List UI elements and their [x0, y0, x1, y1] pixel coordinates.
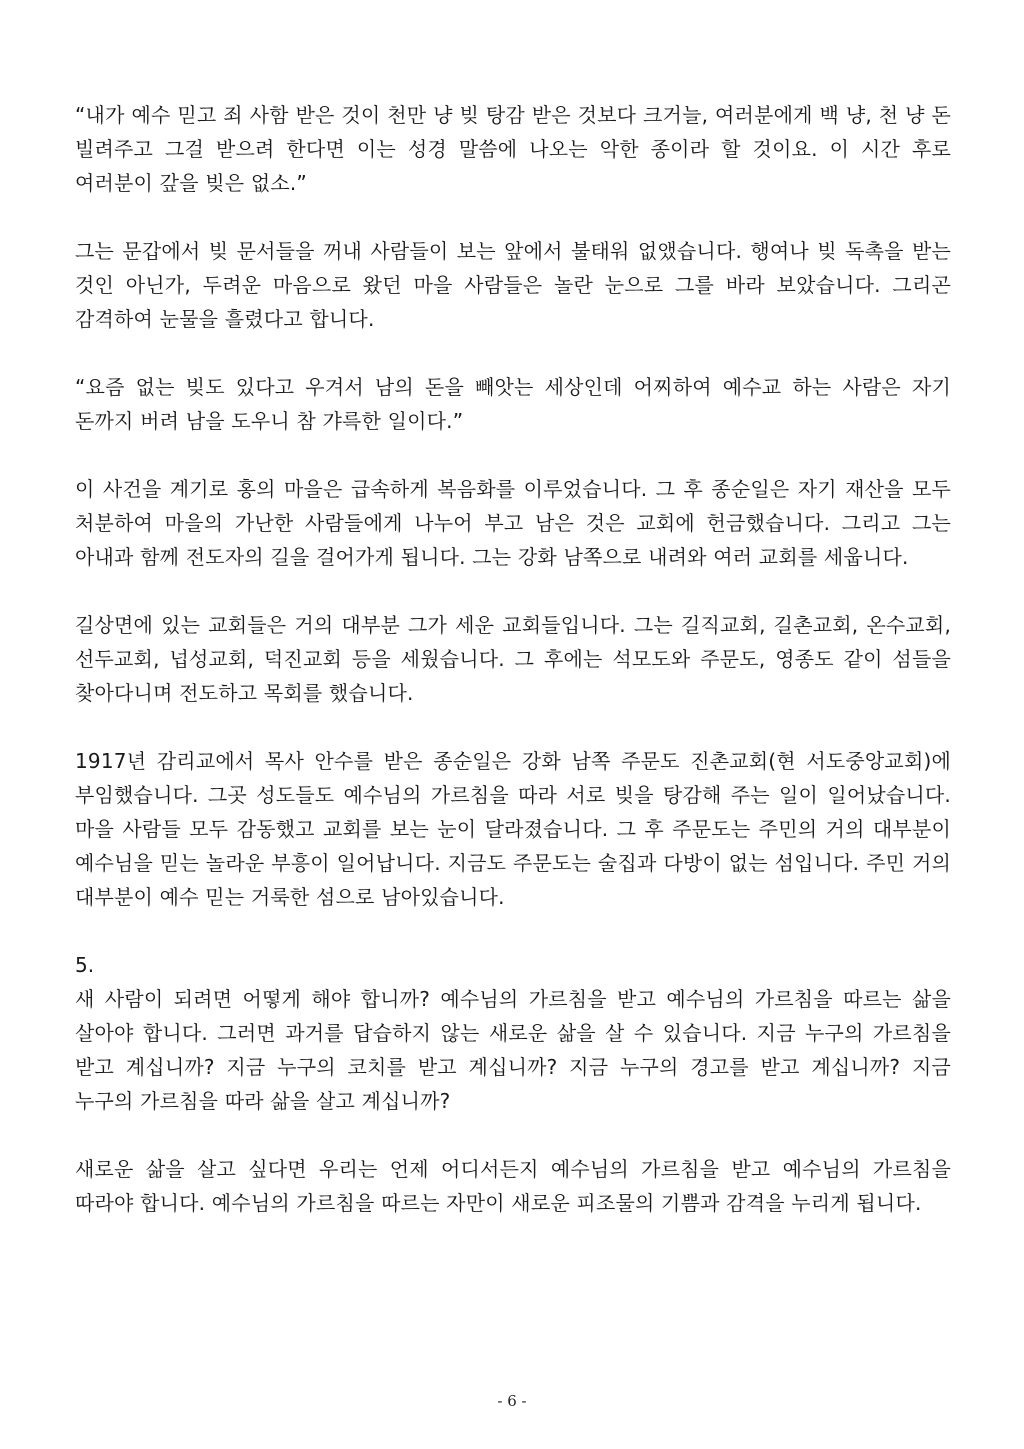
paragraph-burning-documents: 그는 문갑에서 빚 문서들을 꺼내 사람들이 보는 앞에서 불태워 없앴습니다. 행여나 빚 독촉을 받는 것인 아닌가, 두려운 마음으로 왔던 마을 사람들은 놀란 눈으로 그를 바라 보았습니다. 그리곤 감격하여 눈물을 흘렸다고 합니다. — [75, 239, 951, 331]
paragraph-ordination: 1917년 감리교에서 목사 안수를 받은 종순일은 강화 남쪽 주문도 진촌교회(현 서도중앙교회)에 부임했습니다. 그곳 성도들도 예수님의 가르침을 따라 서로 빚을 탕감해 주는 일이 일어났습니다. 마을 사람들 모두 감동했고 교회를 보는 눈이 달라졌습니다. 그 후 주문도는 주민의 거의 대부분이 예수님을 믿는 놀라운 부흥이 일어납니다. 지금도 주문도는 술집과 다방이 없는 섬입니다. 주민 거의 대부분이 예수 믿는 거룩한 섬으로 남아있습니다. — [75, 749, 951, 909]
paragraph-churches-founded: 길상면에 있는 교회들은 거의 대부분 그가 세운 교회들입니다. 그는 길직교회, 길촌교회, 온수교회, 선두교회, 넙성교회, 덕진교회 등을 세웠습니다. 그 후에는 석모도와 주문도, 영종도 같이 섬들을 찾아다니며 전도하고 목회를 했습니다. — [75, 613, 951, 705]
paragraph-new-life: 새로운 삶을 살고 싶다면 우리는 언제 어디서든지 예수님의 가르침을 받고 예수님의 가르침을 따라야 합니다. 예수님의 가르침을 따르는 자만이 새로운 피조물의 기쁨과 감격을 누리게 됩니다. — [75, 1157, 952, 1215]
paragraph-quote-debt: “내가 예수 믿고 죄 사함 받은 것이 천만 냥 빚 탕감 받은 것보다 크거늘, 여러분에게 백 냥, 천 냥 돈 빌려주고 그걸 받으려 한다면 이는 성경 말씀에 나오는 악한 종이라 할 것이요. 이 시간 후로 여러분이 갚을 빚은 없소.” — [75, 103, 951, 195]
paragraph-new-person: 새 사람이 되려면 어떻게 해야 합니까? 예수님의 가르침을 받고 예수님의 가르침을 따르는 삶을 살아야 합니다. 그러면 과거를 답습하지 않는 새로운 삶을 살 수 있습니다. 지금 누구의 가르침을 받고 계십니까? 지금 누구의 코치를 받고 계십니까? 지금 누구의 경고를 받고 계십니까? 지금 누구의 가르침을 따라 삶을 살고 계십니까? — [75, 987, 951, 1113]
paragraph-evangelization: 이 사건을 계기로 홍의 마을은 급속하게 복음화를 이루었습니다. 그 후 종순일은 자기 재산을 모두 처분하여 마을의 가난한 사람들에게 나누어 부고 남은 것은 교회에 헌금했습니다. 그리고 그는 아내과 함께 전도자의 길을 걸어가게 됩니다. 그는 강화 남쪽으로 내려와 여러 교회를 세웁니다. — [75, 477, 951, 569]
document-page — [75, 98, 951, 1220]
page-number: - 6 - — [497, 1392, 527, 1410]
paragraph-quote-villagers: “요즘 없는 빚도 있다고 우겨서 남의 돈을 빼앗는 세상인데 어찌하여 예수교 하는 사람은 자기 돈까지 버려 남을 도우니 참 갸륵한 일이다.” — [75, 375, 951, 433]
section-number: 5. — [75, 953, 95, 977]
